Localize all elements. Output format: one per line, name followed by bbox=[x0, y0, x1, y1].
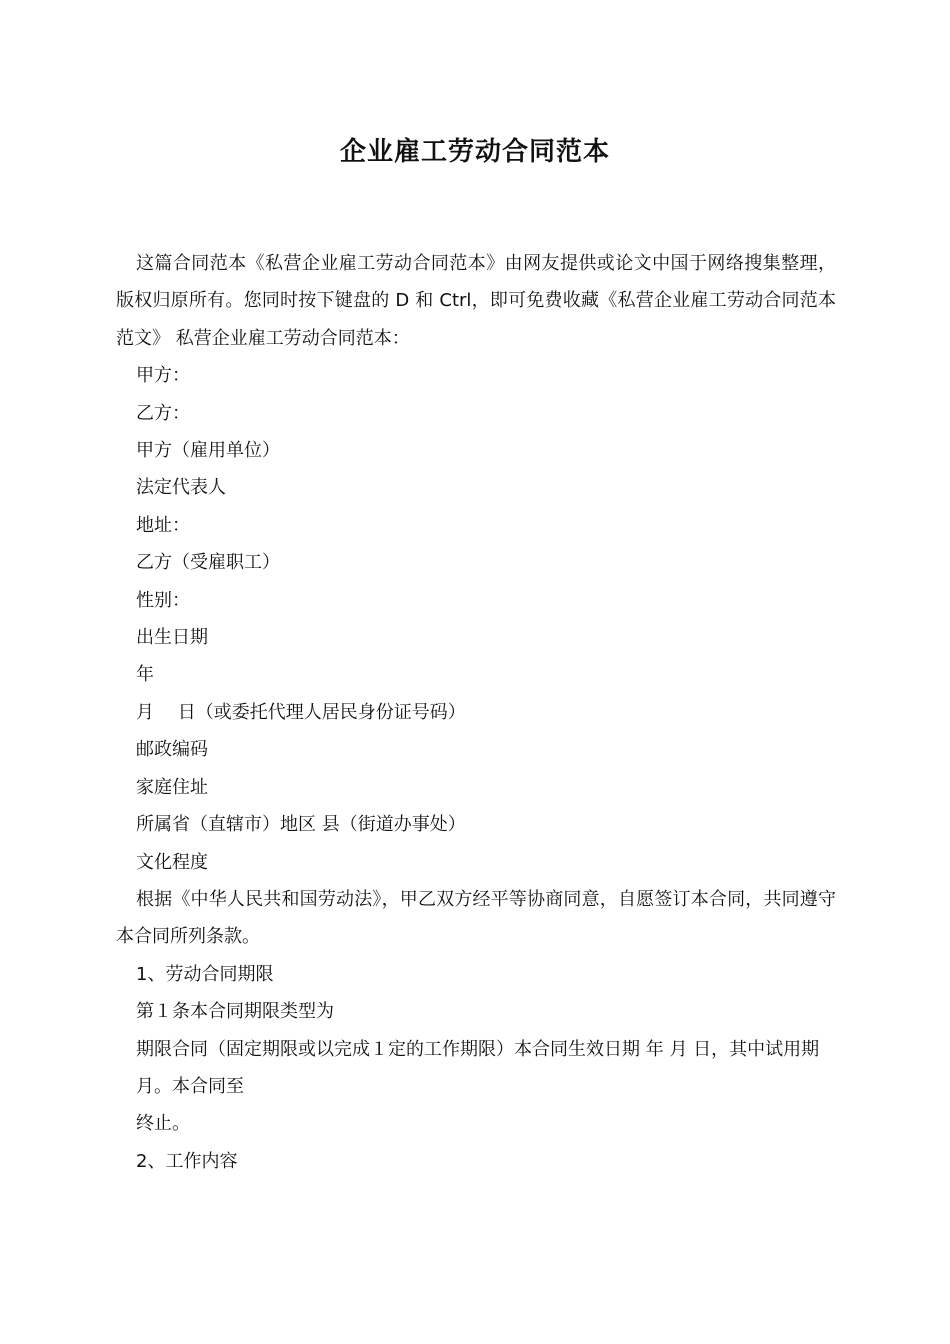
year-line: 年 bbox=[136, 664, 154, 686]
document-title: 企业雇工劳动合同范本 bbox=[339, 137, 610, 167]
contract-term-paragraph: 期限合同（固定期限或以完成１定的工作期限）本合同生效日期 年 月 日，其中试用期 bbox=[136, 1038, 820, 1060]
contract-until-line: 月。本合同至 bbox=[136, 1075, 244, 1097]
party-b-line: 乙方： bbox=[136, 402, 190, 424]
gender-line: 性别： bbox=[136, 589, 190, 611]
education-line: 文化程度 bbox=[136, 851, 208, 873]
document-body bbox=[116, 245, 836, 1180]
legal-representative-line: 法定代表人 bbox=[136, 477, 226, 499]
postal-code-line: 邮政编码 bbox=[136, 739, 208, 761]
address-line: 地址： bbox=[136, 514, 190, 536]
section-1-heading: 1、劳动合同期限 bbox=[136, 963, 274, 985]
agreement-paragraph: 根据《中华人民共和国劳动法》，甲乙双方经平等协商同意，自愿签订本合同，共同遵守本合同所列条款。 bbox=[116, 888, 836, 948]
employee-line: 乙方（受雇职工） bbox=[136, 552, 280, 574]
party-a-line: 甲方： bbox=[136, 365, 190, 387]
intro-paragraph: 这篇合同范本《私营企业雇工劳动合同范本》由网友提供或论文中国于网络搜集整理，版权归原所有。您同时按下键盘的 D 和 Ctrl，即可免费收藏《私营企业雇工劳动合同范本范文》 私营企业雇工劳动合同范本： bbox=[116, 253, 836, 349]
section-2-heading: 2、工作内容 bbox=[136, 1150, 238, 1172]
termination-line: 终止。 bbox=[136, 1113, 190, 1135]
article-1-line: 第１条本合同期限类型为 bbox=[136, 1001, 334, 1023]
employer-line: 甲方（雇用单位） bbox=[136, 440, 280, 462]
birth-date-line: 出生日期 bbox=[136, 627, 208, 649]
month-day-line: 月 日（或委托代理人居民身份证号码） bbox=[136, 701, 466, 723]
home-address-line: 家庭住址 bbox=[136, 776, 208, 798]
province-line: 所属省（直辖市）地区 县（街道办事处） bbox=[136, 814, 466, 836]
